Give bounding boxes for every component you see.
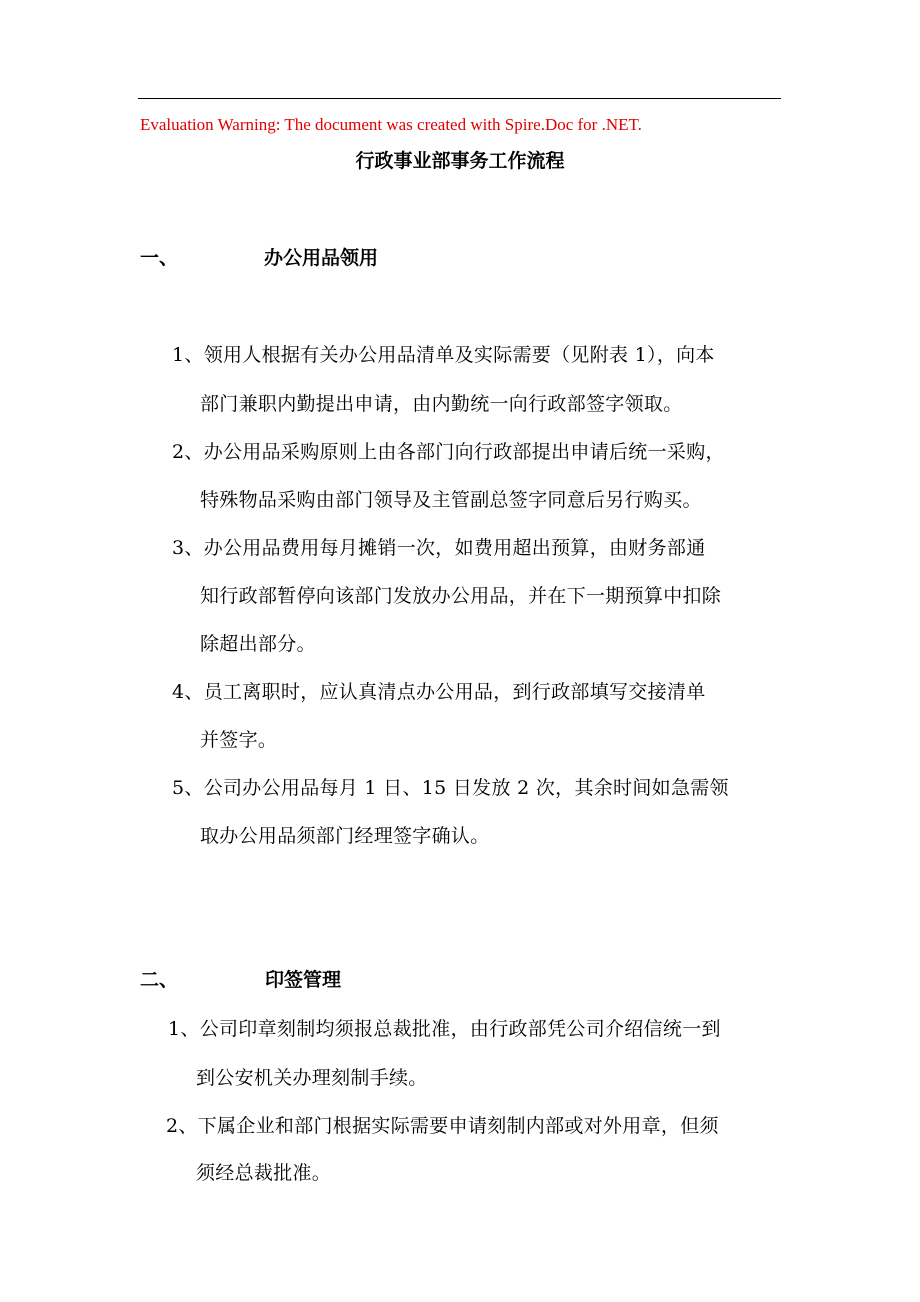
- list-item-line: 并签字。: [200, 729, 278, 751]
- list-item-line: 到公安机关办理刻制手续。: [196, 1067, 428, 1089]
- list-item-line: 1、公司印章刻制均须报总裁批准，由行政部凭公司介绍信统一到: [168, 1018, 721, 1040]
- section-number: 二、: [140, 969, 179, 991]
- list-item-line: 1、领用人根据有关办公用品清单及实际需要（见附表 1），向本: [172, 344, 715, 366]
- list-item-line: 须经总裁批准。: [196, 1162, 332, 1184]
- list-item-line: 知行政部暂停向该部门发放办公用品，并在下一期预算中扣除: [200, 585, 722, 607]
- list-item-line: 特殊物品采购由部门领导及主管副总签字同意后另行购买。: [200, 489, 702, 511]
- section-title: 印签管理: [265, 969, 342, 991]
- header-rule: [138, 98, 781, 99]
- section-title: 办公用品领用: [264, 247, 379, 269]
- section-heading-office-supplies: [140, 245, 378, 271]
- list-item-line: 除超出部分。: [200, 633, 316, 655]
- evaluation-warning: Evaluation Warning: The document was created with Spire.Doc for .NET.: [140, 115, 642, 134]
- list-item-line: 5、公司办公用品每月 1 日、15 日发放 2 次，其余时间如急需领: [172, 777, 729, 799]
- list-item-line: 3、办公用品费用每月摊销一次，如费用超出预算，由财务部通: [172, 537, 706, 559]
- document-title: 行政事业部事务工作流程: [355, 150, 565, 172]
- list-item-line: 2、办公用品采购原则上由各部门向行政部提出申请后统一采购，: [172, 441, 725, 463]
- list-item-line: 取办公用品须部门经理签字确认。: [200, 825, 490, 847]
- list-item-line: 4、员工离职时，应认真清点办公用品，到行政部填写交接清单: [172, 681, 706, 703]
- section-number: 一、: [140, 247, 179, 269]
- section-heading-seal-management: [140, 967, 341, 993]
- list-item-line: 部门兼职内勤提出申请，由内勤统一向行政部签字领取。: [200, 393, 683, 415]
- list-item-line: 2、下属企业和部门根据实际需要申请刻制内部或对外用章，但须: [166, 1115, 719, 1137]
